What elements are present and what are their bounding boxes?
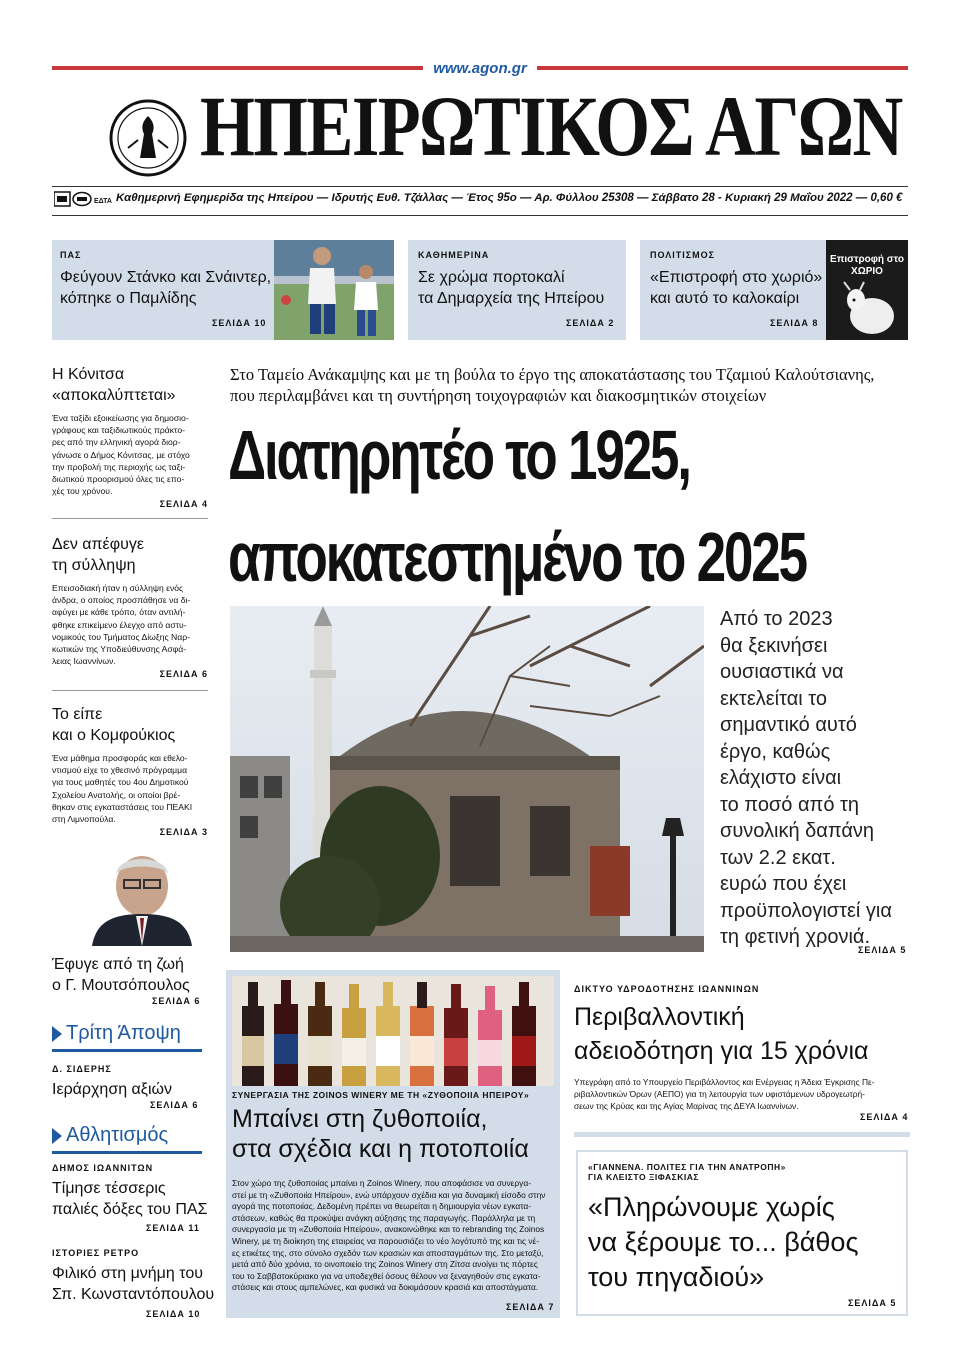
website-url[interactable]: www.agon.gr [0, 60, 960, 77]
sports-headline[interactable]: Τίμησε τέσσερις παλιές δόξες του ΠΑΣ [52, 1180, 208, 1218]
teaser-box-politismos[interactable] [640, 240, 908, 340]
story-body: Επεισοδιακή ήταν η σύλληψη ενός άνδρα, ο οποίος προσπάθησε να δι- αφύγει με κάθε τρόπο, όταν αντιλή- φθηκε επικείμενο έλεγχο από αστυ- νομικούς του Τμήματος Δίωξης Ναρ- κωτικών της Υποδιεύθυνσης Ασφά- λειας Ιωαννίνων. [52, 583, 191, 667]
divider [574, 1132, 910, 1137]
press-association-icons [54, 191, 112, 207]
masthead-title: ΗΠΕΙΡΩΤΙΚΟΣ ΑΓΩΝ [200, 78, 902, 174]
goat-illustration [826, 280, 908, 340]
page-ref: ΣΕΛΙΔΑ 6 [159, 669, 208, 680]
page-ref: ΣΕΛΙΔΑ 5 [848, 1298, 897, 1308]
page-ref: ΣΕΛΙΔΑ 5 [858, 945, 907, 955]
issue-info: Καθημερινή Εφημερίδα της Ηπείρου — Ιδρυτής Ευθ. Τζάλλας — Έτος 95ο — Αρ. Φύλλου 25308 — Σάββατο 28 - Κυριακή 29 Μαΐου 2022 — 0,60 € [116, 192, 903, 204]
sports-kicker: ΙΣΤΟΡΙΕΣ ΡΕΤΡΟ [52, 1248, 140, 1258]
rubric-underline [52, 1151, 202, 1154]
story-title: Το είπε και ο Κομφούκιος [52, 706, 176, 744]
story-body: Ένα ταξίδι εξοικείωσης για δημοσιο- γράφους και ταξιδιωτικούς πράκτο- ρες από την ελληνική αγορά διορ- γάνωσε ο Δήμος Κόνιτσας, με στόχο την προβολή της περιοχής ως ταξι- διωτικού προορισμού όλες τις επο- χές του χρόνου. [52, 413, 190, 497]
wine-body: Στον χώρο της ζυθοποιίας μπαίνει η Zoinos Winery, που αποφάσισε να συνεργα- στεί με τη «Ζυθοποιία Ηπείρου», ενώ υπάρχουν σχέδια και για δυναμική είσοδο στην αγορά της ποτοποιίας. Δεδομένη πρέπει να θεωρείται η δημιουργία νέων εγκατα- στάσεων, καθώς θα προκύψει ανάγκη αύξησης της παραγωγής. Παράλληλα με τη συνεργασία με τη «Ζυθοποιία Ηπείρου», ανακοινώθηκε και το rebranding της Zoinos Winery, με τη διοίκηση της εταιρείας να παρουσιάζει το νέο λογότυπό της και τις νέ- ες ετικέτες της, στο σύνολο σχεδόν των κρασιών και αποσταγμάτων της. Στο μεταξύ, μετά από δύο χρόνια, το οινοποιείο της Zoinos Winery στη Ζίτσα ανοίγει τις πόρτες του το Σαββατοκύριακο για να υποδεχθεί όσους θέλουν να ξεναγηθούν στις εγκατα- στάσεις και στους αμπελώνες, και φυσικά να δοκιμάσουν κρασιά και αποστάγματα. [232, 1178, 546, 1293]
wine-kicker: ΣΥΝΕΡΓΑΣΙΑ ΤΗΣ ZOINOS WINERY ΜΕ ΤΗ «ΖΥΘΟΠΟΙΙΑ ΗΠΕΙΡΟΥ» [232, 1090, 530, 1100]
svg-text:ΕΔΤΑ: ΕΔΤΑ [94, 198, 112, 205]
story-title: Η Κόνιτσα «αποκαλύπτεται» [52, 366, 176, 404]
wine-bottles-photo [232, 976, 554, 1086]
story-body: Ένα μάθημα προσφοράς και εθελο- ντισμού είχε το χθεσινό πρόγραμμα για τους μαθητές του 4ου Δημοτικού Σχολείου Ανατολής, οι οποίοι βρέ- θηκαν στις εγκαταστάσεις του ΠΕΑΚΙ στη Λιμνοπούλα. [52, 753, 193, 825]
sports-kicker: ΔΗΜΟΣ ΙΩΑΝΝΙΤΩΝ [52, 1163, 154, 1173]
opinion-author: Δ. ΣΙΔΕΡΗΣ [52, 1064, 112, 1074]
obituary-title[interactable]: Έφυγε από τη ζωή ο Γ. Μουτσόπουλος [52, 956, 190, 994]
teaser-kicker: ΚΑΘΗΜΕΡΙΝΑ [418, 250, 490, 260]
env-body: Υπεγράφη από το Υπουργείο Περιβάλλοντος και Ενέργειας η Άδεια Έγκρισης Πε- ριβαλλοντικών Όρων (ΑΕΠΟ) για τη λειτουργία των υφιστάμενων υδρογεωτρή- σεων της Κρύας και της Αγίας Μαρίνας της ΔΕΥΑ Ιωαννίνων. [574, 1077, 875, 1111]
teaser-box-kathimerina[interactable] [408, 240, 626, 340]
teaser-headline: Σε χρώμα πορτοκαλί τα Δημαρχεία της Ηπείρου [418, 269, 605, 307]
story-title: Δεν απέφυγε τη σύλληψη [52, 536, 144, 574]
env-title[interactable]: Περιβαλλοντική αδειοδότηση για 15 χρόνια [574, 1003, 869, 1065]
teaser-headline: Φεύγουν Στάνκο και Σνάιντερ, κόπηκε ο Παμλίδης [60, 269, 272, 307]
page-ref: ΣΕΛΙΔΑ 2 [566, 318, 615, 328]
main-side-text: Από το 2023 θα ξεκινήσει ουσιαστικά να εκτελείται το σημαντικό αυτό έργο, καθώς ελάχιστο είναι το ποσό από τη συνολική δαπάνη των 2.2 εκατ. ευρώ που έχει προϋπολογιστεί για τη φετινή χρονιά. [720, 608, 892, 948]
sidebar-story-konfoukios[interactable] [52, 704, 208, 837]
festival-poster [826, 240, 908, 340]
page-ref: ΣΕΛΙΔΑ 4 [860, 1112, 909, 1122]
page-ref: ΣΕΛΙΔΑ 3 [159, 827, 208, 838]
main-headline-line2[interactable]: αποκατεστημένο το 2025 [228, 518, 806, 596]
rubric-marker [52, 1128, 62, 1144]
quote-title: «Πληρώνουμε χωρίς να ξέρουμε το... βάθος του πηγαδιού» [588, 1192, 859, 1292]
wine-story-box[interactable] [226, 970, 560, 1318]
seal-logo [108, 98, 188, 178]
page-ref: ΣΕΛΙΔΑ 10 [212, 318, 267, 328]
rubric-opinion: Τρίτη Άποψη [66, 1022, 181, 1044]
opinion-title[interactable]: Ιεράρχηση αξιών [52, 1081, 173, 1098]
divider [52, 518, 208, 519]
obituary-portrait [52, 846, 206, 946]
quote-story-box[interactable] [576, 1150, 908, 1316]
page-ref: ΣΕΛΙΔΑ 8 [770, 318, 819, 328]
page-ref: ΣΕΛΙΔΑ 7 [506, 1302, 555, 1312]
rubric-sports: Αθλητισμός [66, 1124, 169, 1146]
rubric-marker [52, 1026, 62, 1042]
mosque-photo [230, 606, 704, 952]
divider [52, 690, 208, 691]
sports-headline[interactable]: Φιλικό στη μνήμη του Σπ. Κωνσταντόπουλου [52, 1265, 215, 1303]
sidebar-story-arrest[interactable] [52, 534, 208, 679]
rubric-underline [52, 1049, 202, 1052]
page-ref: ΣΕΛΙΔΑ 10 [146, 1309, 201, 1319]
page-ref: ΣΕΛΙΔΑ 6 [150, 1100, 199, 1110]
teaser-headline: «Επιστροφή στο χωριό» και αυτό το καλοκαίρι [650, 269, 823, 307]
main-lead: Στο Ταμείο Ανάκαμψης και με τη βούλα το έργο της αποκατάστασης του Τζαμιού Καλούτσιανης, που περιλαμβάνει και τη συντήρηση τοιχογραφιών και διακοσμητικών στοιχείων [230, 365, 875, 405]
env-kicker: ΔΙΚΤΥΟ ΥΔΡΟΔΟΤΗΣΗΣ ΙΩΑΝΝΙΝΩΝ [574, 984, 760, 994]
poster-title: Επιστροφή στο ΧΩΡΙΟ [830, 254, 904, 277]
page-ref: ΣΕΛΙΔΑ 6 [152, 996, 201, 1006]
page-ref: ΣΕΛΙΔΑ 11 [146, 1223, 200, 1233]
teaser-box-pas[interactable] [52, 240, 394, 340]
quote-kicker: «ΓΙΑΝΝΕΝΑ. ΠΟΛΙΤΕΣ ΓΙΑ ΤΗΝ ΑΝΑΤΡΟΠΗ» ΓΙΑ ΚΛΕΙΣΤΟ ΞΙΦΑΣΚΙΑΣ [588, 1162, 786, 1182]
main-headline-line1[interactable]: Διατηρητέο το 1925, [228, 416, 690, 494]
football-players-photo [274, 240, 394, 340]
wine-title: Μπαίνει στη ζυθοποιία, στα σχέδια και η ποτοποιία [232, 1105, 529, 1163]
page-ref: ΣΕΛΙΔΑ 4 [159, 499, 208, 510]
teaser-kicker: ΠΟΛΙΤΙΣΜΟΣ [650, 250, 716, 260]
teaser-kicker: ΠΑΣ [60, 250, 82, 260]
sidebar-story-konitsa[interactable] [52, 364, 208, 509]
